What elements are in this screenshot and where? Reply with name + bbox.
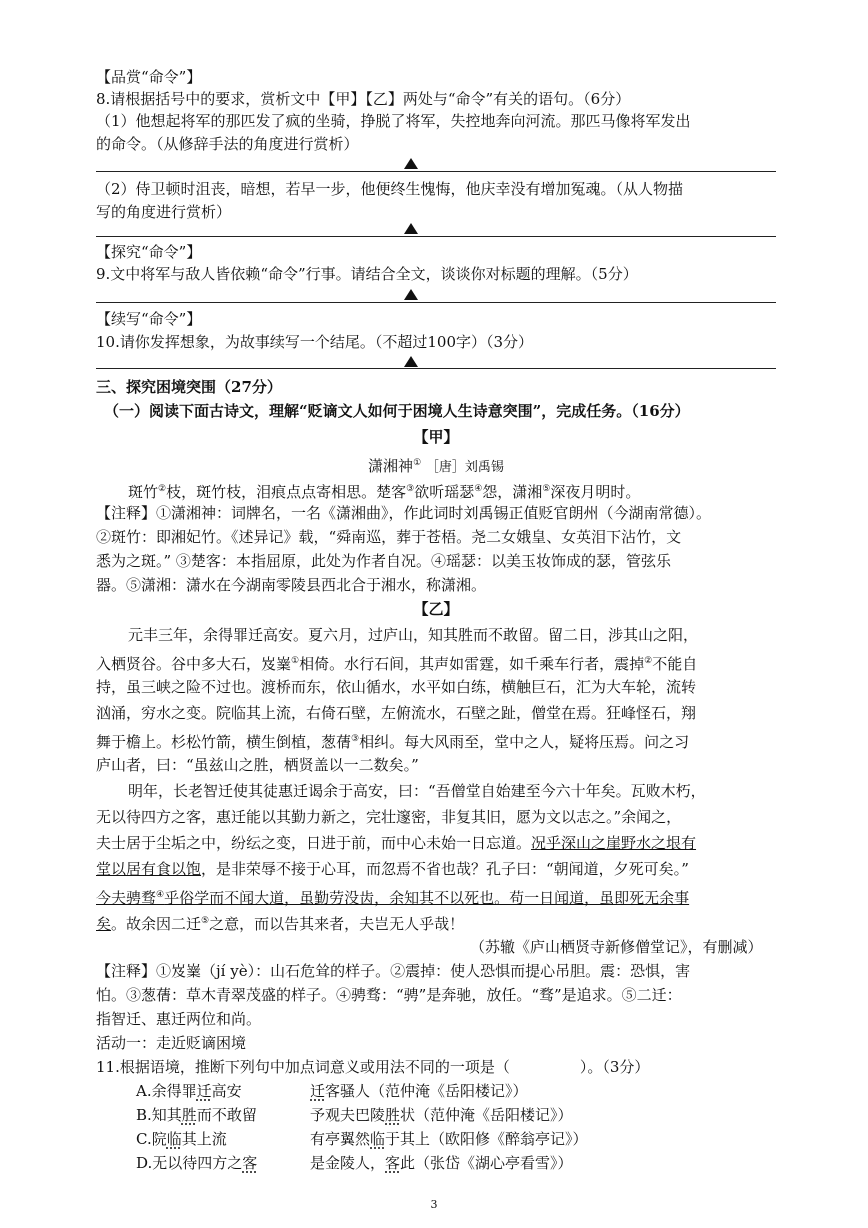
underlined-sentence: 今夫骋骛 [96, 889, 157, 907]
yi-line-4: 汹涌，穷水之变。院临其上流，右倚石壁，左俯流水，石壁之趾，僧堂在焉。狂峰怪石，翔 [96, 704, 697, 722]
dotted-word: 临 [370, 1130, 386, 1148]
footnote-mark: ① [291, 656, 300, 666]
yi-line-10 [96, 858, 689, 880]
yi-note-3: 指智迁、惠迁两位和尚。 [96, 1010, 262, 1028]
footnote-mark: ⑤ [542, 484, 551, 494]
yi-text: 入栖贤谷。谷中多大石，岌嶪 [96, 655, 292, 673]
dotted-word: 临 [166, 1130, 182, 1148]
poem-author: ［唐］刘禹锡 [425, 460, 504, 475]
option-text: 其上流 [181, 1130, 227, 1148]
yi-line-3: 持，虽三峡之险不过也。渡桥而东，依山循水，水平如白练，横触巨石，汇为大车轮，流转 [96, 678, 697, 696]
section-heading-explore: 【探究“命令”】 [96, 243, 202, 261]
answer-line [96, 171, 776, 172]
dotted-word: 胜 [181, 1106, 197, 1124]
option-text: 此（张岱《湖心亭看雪》） [400, 1154, 573, 1172]
footnote-mark: ① [413, 458, 422, 468]
question-8-part-2-cont: 写的角度进行赏析） [96, 203, 232, 221]
option-text: 状（范仲淹《岳阳楼记》） [400, 1106, 573, 1124]
yi-text: ，是非荣辱不接于心耳，而忽焉不省也哉？孔子曰：“朝闻道，夕死可矣。” [201, 860, 689, 878]
text-jia-label: 【甲】 [413, 428, 459, 446]
activity-1: 活动一：走近贬谪困境 [96, 1034, 247, 1052]
poem-text: 斑竹 [128, 483, 159, 501]
question-10: 10.请你发挥想象，为故事续写一个结尾。（不超过100字）（3分） [96, 333, 534, 351]
option-text: B.知其 [136, 1106, 182, 1124]
yi-line-9 [96, 832, 696, 854]
dotted-word: 迁 [310, 1082, 326, 1100]
answer-marker-icon [404, 158, 418, 169]
yi-text: 之意，而以告其来者，夫岂无人乎哉！ [209, 915, 465, 933]
option-text: A.余得罪 [136, 1082, 197, 1100]
footnote-mark: ④ [474, 484, 483, 494]
option-a-left [136, 1080, 242, 1102]
underlined-sentence: 矣 [96, 915, 112, 933]
yi-text: 相倚。水行石间，其声如雷霆，如千乘车行者，震掉 [299, 655, 645, 673]
question-8-part-1: （1）他想起将军的那匹发了疯的坐骑，挣脱了将军，失控地奔向河流。那匹马像将军发出 [96, 112, 691, 130]
option-d-right [310, 1152, 573, 1174]
question-11 [96, 1056, 649, 1078]
dotted-word: 客 [385, 1154, 401, 1172]
yi-text: 不能自 [652, 655, 698, 673]
answer-marker-icon [404, 289, 418, 300]
option-text: 高安 [211, 1082, 242, 1100]
section-heading-appreciate: 【品赏“命令”】 [96, 68, 202, 86]
option-b-right [310, 1104, 573, 1126]
answer-line [96, 368, 776, 369]
poem-text: 欲听瑶瑟 [414, 483, 475, 501]
yi-line-11 [96, 884, 689, 909]
question-9: 9.文中将军与敌人皆依赖“命令”行事。请结合全文，谈谈你对标题的理解。（5分） [96, 265, 638, 283]
footnote-mark: ⑤ [201, 916, 210, 926]
answer-line [96, 236, 776, 237]
jia-note-3: 悉为之斑。” ③楚客：本指屈原，此处为作者自况。④瑶瑟：以美玉妆饰成的瑟，管弦乐 [96, 552, 671, 570]
option-text: 予观夫巴陵 [310, 1106, 386, 1124]
yi-text: 夫士居于尘垢之中，纷纭之变，日进于前，而中心未始一日忘道。 [96, 834, 532, 852]
yi-note-1: 【注释】①岌嶪（jí yè）：山石危耸的样子。②震掉：使人恐惧而提心吊胆。震：恐惧，害 [96, 962, 691, 980]
option-a-right [310, 1080, 528, 1102]
yi-line-12 [96, 910, 464, 935]
dotted-word: 胜 [385, 1106, 401, 1124]
yi-source: （苏辙《庐山栖贤寺新修僧堂记》，有删减） [470, 938, 763, 956]
question-8-part-1-cont: 的命令。（从修辞手法的角度进行赏析） [96, 135, 359, 153]
poem-text: 深夜月明时。 [550, 483, 641, 501]
answer-marker-icon [404, 223, 418, 234]
answer-marker-icon [404, 356, 418, 367]
yi-text: 。故余因二迁 [111, 915, 202, 933]
option-text: D.无以待四方之 [136, 1154, 243, 1172]
question-8: 8.请根据括号中的要求，赏析文中【甲】【乙】两处与“命令”有关的语句。（6分） [96, 90, 631, 108]
underlined-sentence: 乎俗学而不闻大道，虽勤劳没齿，余知其不以死也。苟一日闻道，虽即死无余事 [164, 889, 690, 907]
dotted-word: 客 [242, 1154, 258, 1172]
yi-line-2 [96, 650, 697, 675]
question-11-stem: 11.根据语境，推断下列句中加点词意义或用法不同的一项是（ [96, 1058, 510, 1076]
answer-line [96, 302, 776, 303]
jia-note-4: 器。⑤潇湘：潇水在今湖南零陵县西北合于湘水，称潇湘。 [96, 576, 487, 594]
yi-text: 相纠。每大风雨至，堂中之人，疑将压焉。问之习 [359, 733, 690, 751]
yi-line-8: 无以待四方之客，惠迁能以其勤力新之，完壮邃密，非复其旧，愿为文以志之。”余闻之， [96, 808, 682, 826]
question-8-part-2: （2）侍卫顿时沮丧，暗想，若早一步，他便终生愧悔，他庆幸没有增加冤魂。（从人物描 [96, 180, 684, 198]
yi-note-2: 怕。③葱蒨：草木青翠茂盛的样子。④骋骛：“骋”是奔驰，放任。“骛”是追求。⑤二迁： [96, 986, 682, 1004]
poem-title-text: 潇湘神 [368, 457, 414, 475]
yi-line-5 [96, 728, 689, 753]
option-d-left [136, 1152, 257, 1174]
poem-text: 枝，斑竹枝，泪痕点点寄相思。楚客 [166, 483, 407, 501]
footnote-mark: ② [644, 656, 653, 666]
option-c-right [310, 1128, 588, 1150]
text-yi-label: 【乙】 [413, 600, 459, 618]
option-text: 是金陵人， [310, 1154, 386, 1172]
page-number: 3 [430, 1198, 438, 1211]
poem-body [128, 478, 640, 503]
option-b-left [136, 1104, 257, 1126]
poem-text: 怨，潇湘 [482, 483, 543, 501]
yi-line-6: 庐山者，曰：“虽兹山之胜，栖贤盖以一二数矣。” [96, 756, 419, 774]
option-text: 而不敢留 [196, 1106, 257, 1124]
yi-line-1: 元丰三年，余得罪迁高安。夏六月，过庐山，知其胜而不敢留。留二日，涉其山之阳， [128, 626, 699, 644]
section-3-title: 三、探究困境突围（27分） [96, 378, 282, 396]
option-text: 有亭翼然 [310, 1130, 371, 1148]
question-11-score: ）。（3分） [579, 1058, 650, 1076]
option-text: 于其上（欧阳修《醉翁亭记》） [385, 1130, 588, 1148]
option-c-left [136, 1128, 227, 1150]
dotted-word: 迁 [196, 1082, 212, 1100]
footnote-mark: ③ [406, 484, 415, 494]
yi-line-7: 明年，长老智迁使其徒惠迁谒余于高安，曰：“吾僧堂自始建至今六十年矣。瓦败木朽， [128, 782, 706, 800]
option-text: 客骚人（范仲淹《岳阳楼记》） [325, 1082, 528, 1100]
underlined-sentence: 况乎深山之崖野水之垠有 [531, 834, 697, 852]
underlined-sentence: 堂以居有食以饱 [96, 860, 202, 878]
poem-title [96, 452, 776, 479]
yi-text: 舞于檐上。杉松竹箭，横生倒植，葱蒨 [96, 733, 352, 751]
section-3-subtitle: （一）阅读下面古诗文，理解“贬谪文人如何于困境人生诗意突围”，完成任务。（16分） [104, 402, 690, 420]
jia-note-2: ②斑竹：即湘妃竹。《述异记》载，“舜南巡，葬于苍梧。尧二女娥皇、女英泪下沾竹，文 [96, 528, 682, 546]
option-text: C.院 [136, 1130, 167, 1148]
jia-note-1: 【注释】①潇湘神：词牌名，一名《潇湘曲》，作此词时刘禹锡正值贬官朗州（今湖南常德）。 [96, 504, 712, 522]
footnote-mark: ③ [351, 734, 360, 744]
footnote-mark: ② [158, 484, 167, 494]
section-heading-continue: 【续写“命令”】 [96, 310, 202, 328]
footnote-mark: ④ [156, 890, 165, 900]
